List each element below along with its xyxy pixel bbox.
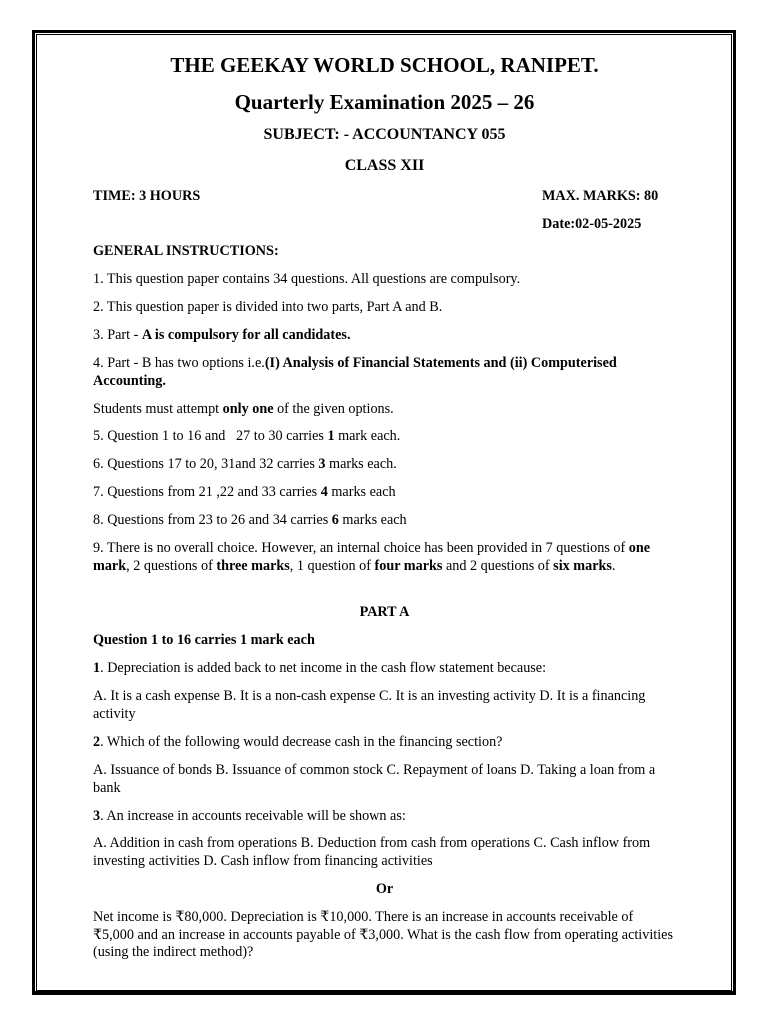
instruction-4-text: 4. Part - B has two options i.e. bbox=[93, 355, 265, 371]
question-2 bbox=[93, 734, 502, 752]
instruction-8-a: 8. Questions from 23 to 26 and 34 carries bbox=[93, 512, 332, 528]
instruction-8-c: marks each bbox=[338, 512, 407, 528]
question-3-options: A. Addition in cash from operations B. Deduction from cash from operations C. Cash inflow from investing activities D. Cash inflow from financing activities bbox=[93, 835, 651, 869]
instruction-6-c: marks each. bbox=[325, 456, 397, 472]
instruction-9-a: 9. There is no overall choice. However, an internal choice has been provided in 7 questions of bbox=[93, 540, 629, 556]
class-line: CLASS XII bbox=[344, 157, 425, 174]
or-separator: Or bbox=[375, 881, 394, 897]
students-note-b: only one bbox=[222, 401, 274, 417]
question-3-alternative: Net income is ₹80,000. Depreciation is ₹10,000. There is an increase in accounts receivable of ₹5,000 and an increase in accounts payable of ₹3,000. What is the cash flow from operating activities (using the indirect method)? bbox=[93, 909, 673, 960]
instruction-9 bbox=[93, 540, 676, 575]
question-1-options: A. It is a cash expense B. It is a non-cash expense C. It is an investing activity D. It is a financing activity bbox=[93, 688, 646, 722]
students-note-c: of the given options. bbox=[273, 401, 394, 417]
instruction-7 bbox=[93, 484, 396, 502]
subject-line: SUBJECT: - ACCOUNTANCY 055 bbox=[263, 126, 506, 143]
instruction-4 bbox=[93, 355, 676, 390]
instruction-9-f: four marks bbox=[374, 557, 443, 574]
instruction-2: 2. This question paper is divided into two parts, Part A and B. bbox=[93, 299, 443, 315]
instruction-5-a: 5. Question 1 to 16 and 27 to 30 carries bbox=[93, 428, 328, 444]
instruction-6-a: 6. Questions 17 to 20, 31and 32 carries bbox=[93, 456, 319, 472]
date-label: Date:02-05-2025 bbox=[542, 216, 642, 232]
instruction-9-g: and 2 questions of bbox=[442, 557, 554, 574]
instruction-4-bold: (I) Analysis of Financial Statements and (ii) Computerised Accounting. bbox=[93, 355, 617, 389]
instructions-heading: GENERAL INSTRUCTIONS: bbox=[93, 243, 279, 259]
instruction-9-i: . bbox=[611, 557, 616, 574]
instruction-7-c: marks each bbox=[327, 484, 396, 500]
question-1-text: . Depreciation is added back to net income in the cash flow statement because: bbox=[100, 660, 547, 676]
question-2-number: 2 bbox=[93, 734, 101, 750]
question-3-number: 3 bbox=[93, 808, 101, 824]
instruction-5-c: mark each. bbox=[334, 428, 401, 444]
instruction-6-b: 3 bbox=[318, 456, 326, 472]
question-2-text: . Which of the following would decrease cash in the financing section? bbox=[100, 734, 503, 750]
instruction-9-e: , 1 question of bbox=[289, 557, 375, 574]
question-3-text: . An increase in accounts receivable will be shown as: bbox=[100, 808, 406, 824]
students-note-a: Students must attempt bbox=[93, 401, 223, 417]
question-3 bbox=[93, 808, 406, 826]
instruction-6 bbox=[93, 456, 397, 474]
instruction-7-a: 7. Questions from 21 ,22 and 33 carries bbox=[93, 484, 321, 500]
instruction-8-b: 6 bbox=[331, 512, 339, 528]
max-marks-label: MAX. MARKS: 80 bbox=[542, 188, 659, 204]
instruction-1: 1. This question paper contains 34 questions. All questions are compulsory. bbox=[93, 271, 521, 287]
instruction-9-d: three marks bbox=[216, 557, 290, 574]
instruction-7-b: 4 bbox=[320, 484, 328, 500]
students-note bbox=[93, 401, 394, 419]
instruction-8 bbox=[93, 512, 407, 530]
question-1 bbox=[93, 660, 546, 678]
instruction-3 bbox=[93, 327, 351, 345]
school-name: THE GEEKAY WORLD SCHOOL, RANIPET. bbox=[170, 53, 599, 77]
instruction-5-b: 1 bbox=[327, 428, 335, 444]
question-2-options: A. Issuance of bonds B. Issuance of common stock C. Repayment of loans D. Taking a loan from a bank bbox=[93, 762, 656, 796]
question-1-number: 1 bbox=[93, 660, 101, 676]
bottom-rule bbox=[32, 991, 736, 992]
part-a-subheading: Question 1 to 16 carries 1 mark each bbox=[93, 632, 315, 648]
instruction-9-c: , 2 questions of bbox=[126, 557, 217, 574]
instruction-9-b: one mark bbox=[93, 540, 651, 574]
exam-title: Quarterly Examination 2025 – 26 bbox=[234, 90, 535, 114]
instruction-9-h: six marks bbox=[553, 557, 612, 574]
part-a-heading: PART A bbox=[359, 604, 410, 620]
time-label: TIME: 3 HOURS bbox=[93, 188, 201, 204]
instruction-3-bold: A is compulsory for all candidates. bbox=[141, 327, 351, 343]
instruction-3-text: 3. Part - bbox=[93, 327, 142, 343]
instruction-5 bbox=[93, 428, 400, 446]
